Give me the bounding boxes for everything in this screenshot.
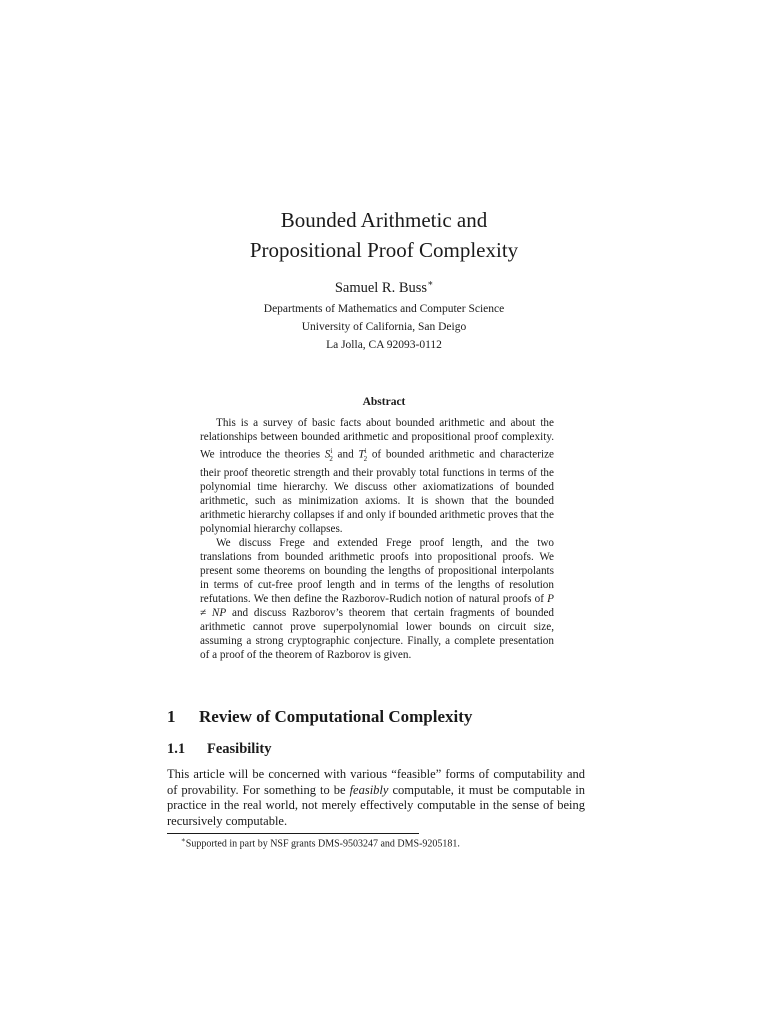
footnote-mark: ∗ — [181, 836, 186, 844]
abstract-text: and — [332, 448, 359, 461]
subsection-heading — [167, 741, 271, 758]
math-s: S — [324, 448, 331, 461]
paper-title — [0, 205, 768, 265]
abstract-text: of bounded arithmetic and characterize their proof theoretic strength and their provably total functions in terms of the polynomial time hierarchy. We discuss other axiomatizations of bounded arithmetic, such as minimization axioms. It is shown that the bounded arithmetic hierarchy collapses if and only if bounded arithmetic proves that the polynomial hierarchy collapses. — [200, 448, 555, 535]
abstract-text: We discuss Frege and extended Frege proof length, and the two translations from bounded arithmetic proofs into propositional proofs. We present some theorems on bounding the lengths of propositional interpolants in terms of cut-free proof length and in terms of the lengths of resolution refutations. We then define the Razborov-Rudich notion of natural proofs of — [200, 536, 554, 605]
title-line-1: Bounded Arithmetic and — [280, 208, 488, 232]
math-sub: 2 — [363, 454, 368, 463]
section-number: 1 — [167, 707, 176, 726]
body-text-span: computable, it must be computable in practice in the real world, not merely effectively computable in the sense of being recursively computable. — [167, 782, 585, 828]
body-text — [167, 767, 585, 829]
author-name: Samuel R. Buss — [334, 279, 428, 296]
author — [0, 278, 768, 297]
abstract-paragraph-1 — [200, 416, 554, 536]
affiliation-line-2: University of California, San Deigo — [301, 321, 467, 333]
abstract-text: This is a survey of basic facts about bounded arithmetic and about the relationships between bounded arithmetic and propositional proof complexity. We introduce the theories — [200, 417, 554, 461]
abstract-paragraph-2 — [200, 536, 554, 662]
section-title: Review of Computational Complexity — [199, 707, 473, 726]
footnote-text: Supported in part by NSF grants DMS-9503247 and DMS-9205181. — [185, 838, 460, 850]
math-sup: i — [330, 447, 333, 455]
math-t: T — [358, 448, 365, 461]
math-sub: 2 — [329, 454, 333, 463]
affiliation-line-1: Departments of Mathematics and Computer Science — [263, 303, 505, 315]
math-sup: i — [364, 447, 367, 455]
body-text-span: This article will be concerned with various “feasible” forms of computability and of provability. For something to be — [167, 767, 585, 797]
abstract-text: and discuss Razborov’s theorem that certain fragments of bounded arithmetic cannot prove superpolynomial lower bounds on circuit size, assuming a strong cryptographic conjecture. Finally, a complete presentation of a proof of the theorem of Razborov is given. — [200, 606, 555, 661]
abstract-heading: Abstract — [362, 396, 406, 408]
affiliation-line-3: La Jolla, CA 92093-0112 — [326, 339, 442, 351]
math-p-neq-np: P ≠ NP — [200, 592, 554, 619]
footnote — [181, 836, 460, 849]
footnote-rule — [167, 833, 419, 834]
section-heading — [167, 707, 472, 727]
emphasis: feasibly — [349, 782, 389, 797]
subsection-number: 1.1 — [167, 741, 186, 757]
affiliation — [0, 300, 768, 354]
author-footnote-mark: ∗ — [427, 278, 434, 288]
abstract-body — [200, 416, 554, 662]
title-line-2: Propositional Proof Complexity — [249, 238, 519, 262]
subsection-title: Feasibility — [207, 741, 272, 757]
body-paragraph-1 — [167, 767, 585, 829]
